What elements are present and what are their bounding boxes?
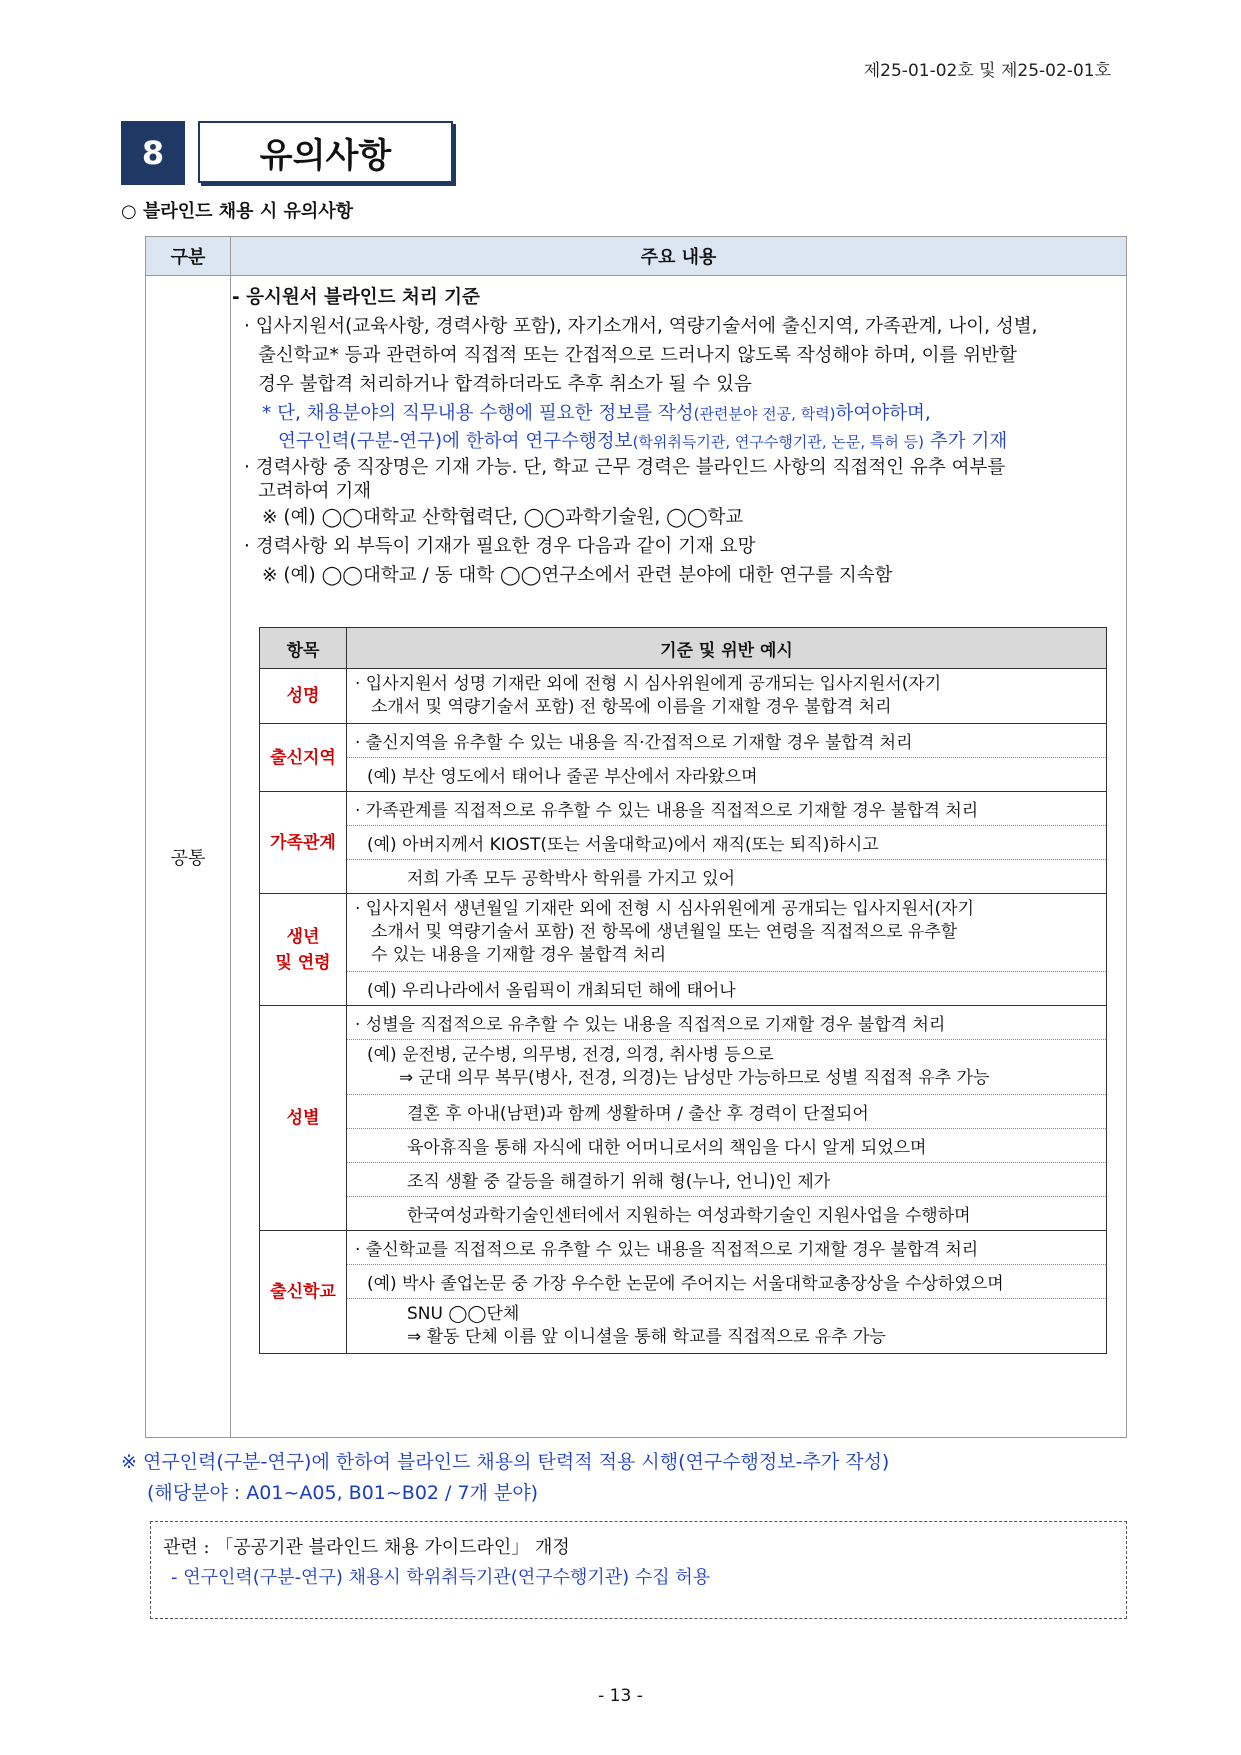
table-row: [260, 1163, 1107, 1197]
example-text: 한국여성과학기술인센터에서 지원하는 여성과학기술인 지원사업을 수행하며: [347, 1197, 1107, 1231]
table-row: [260, 724, 1107, 758]
example-text: 조직 생활 중 갈등을 해결하기 위해 형(누나, 언니)인 제가: [347, 1163, 1107, 1197]
exception-text: * 단, 채용분야의 직무내용 수행에 필요한 정보를 작성: [262, 403, 694, 424]
exception-line: [244, 399, 1116, 429]
rule-line: 출신학교* 등과 관련하여 직접적 또는 간접적으로 드러나지 않도록 작성해야 하며, 이를 위반할: [258, 345, 1017, 366]
item-school: 출신학교: [260, 1231, 347, 1354]
rule-line: 고려하여 기재: [258, 481, 372, 502]
subheading: ○ 블라인드 채용 시 유의사항: [121, 201, 354, 222]
criteria-text: · 입사지원서 생년월일 기재란 외에 전형 시 심사위원에게 공개되는 입사지원서(자기: [355, 899, 975, 919]
example-text: (예) 운전병, 군수병, 의무병, 전경, 의경, 취사병 등으로: [367, 1045, 774, 1065]
document-number: 제25-01-02호 및 제25-02-01호: [863, 61, 1111, 81]
example-text: 결혼 후 아내(남편)과 함께 생활하며 / 출산 후 경력이 단절되어: [347, 1095, 1107, 1129]
criteria-text: 소개서 및 역량기술서 포함) 전 항목에 생년월일 또는 연령을 직접적으로 유추할: [371, 922, 958, 942]
example-text: (예) 부산 영도에서 태어나 줄곧 부산에서 자라왔으며: [347, 758, 1107, 792]
table-row: [260, 758, 1107, 792]
criteria-heading: - 응시원서 블라인드 처리 기준: [232, 287, 480, 308]
exception-text: 하여야하며,: [835, 403, 931, 424]
blind-hiring-table: [145, 236, 1127, 1438]
table-row: [260, 1299, 1107, 1354]
guideline-line: - 연구인력(구분-연구) 채용시 학위취득기관(연구수행기관) 수집 허용: [171, 1567, 711, 1588]
example-text: ⇒ 활동 단체 이름 앞 이니셜을 통해 학교를 직접적으로 유추 가능: [407, 1327, 886, 1347]
section-title: 유의사항: [198, 121, 453, 183]
rule-line: · 경력사항 중 직장명은 기재 가능. 단, 학교 근무 경력은 블라인드 사항의 직접적인 유추 여부를: [244, 457, 1006, 478]
content-cell: [232, 283, 1116, 590]
example-text: SNU ◯◯단체: [407, 1304, 520, 1324]
table-row: [260, 894, 1107, 972]
research-note-line: ※ 연구인력(구분-연구)에 한하여 블라인드 채용의 탄력적 적용 시행(연구수행정보-추가 작성): [121, 1451, 890, 1473]
item-birth-line1: 생년: [286, 926, 320, 947]
item-gender: 성별: [260, 1006, 347, 1231]
exception-text: 추가 기재: [923, 431, 1008, 452]
example-line: ※ (예) ◯◯대학교 산학협력단, ◯◯과학기술원, ◯◯학교: [262, 507, 744, 528]
rule-line: · 입사지원서(교육사항, 경력사항 포함), 자기소개서, 역량기술서에 출신지역, 가족관계, 나이, 성별,: [244, 316, 1038, 337]
table-row: [260, 1095, 1107, 1129]
criteria-text: · 성별을 직접적으로 유추할 수 있는 내용을 직접적으로 기재할 경우 불합격 처리: [347, 1006, 1107, 1040]
example-text: 육아휴직을 통해 자식에 대한 어머니로서의 책임을 다시 알게 되었으며: [347, 1129, 1107, 1163]
section-number-badge: 8: [121, 121, 185, 185]
table-row: [260, 1197, 1107, 1231]
criteria-table: [259, 627, 1107, 1354]
table-row: [260, 792, 1107, 826]
table-row: [260, 1231, 1107, 1265]
header-category: 구분: [146, 237, 231, 276]
table-row: [260, 669, 1107, 724]
criteria-cell: [347, 669, 1107, 724]
research-note-line: (해당분야 : A01~A05, B01~B02 / 7개 분야): [147, 1482, 539, 1504]
header-item: 항목: [260, 628, 347, 669]
criteria-text: · 출신학교를 직접적으로 유추할 수 있는 내용을 직접적으로 기재할 경우 불합격 처리: [347, 1231, 1107, 1265]
item-region: 출신지역: [260, 724, 347, 792]
item-birth: [260, 894, 347, 1006]
example-text: ⇒ 군대 의무 복무(병사, 전경, 의경)는 남성만 가능하므로 성별 직접적 유추 가능: [399, 1068, 990, 1088]
item-birth-line2: 및 연령: [275, 952, 331, 973]
exception-line: [244, 429, 1116, 455]
item-family: 가족관계: [260, 792, 347, 894]
table-row: [260, 1265, 1107, 1299]
category-cell: 공통: [146, 276, 231, 1437]
criteria-text: · 출신지역을 유추할 수 있는 내용을 직·간접적으로 기재할 경우 불합격 처리: [347, 724, 1107, 758]
example-text: (예) 박사 졸업논문 중 가장 우수한 논문에 주어지는 서울대학교총장상을 수상하였으며: [347, 1265, 1107, 1299]
related-guideline-box: [150, 1521, 1127, 1619]
criteria-text: 수 있는 내용을 기재할 경우 불합격 처리: [371, 945, 667, 965]
example-cell: [347, 1299, 1107, 1354]
example-text: (예) 아버지께서 KIOST(또는 서울대학교)에서 재직(또는 퇴직)하시고: [347, 826, 1107, 860]
table-row: [260, 826, 1107, 860]
example-text: 저희 가족 모두 공학박사 학위를 가지고 있어: [347, 860, 1107, 894]
header-content: 주요 내용: [231, 237, 1126, 276]
item-name: 성명: [260, 669, 347, 724]
guideline-line: 관련 : 「공공기관 블라인드 채용 가이드라인」 개정: [163, 1537, 570, 1558]
exception-text: 연구인력(구분-연구)에 한하여 연구수행정보: [278, 431, 633, 452]
rule-line: 경우 불합격 처리하거나 합격하더라도 추후 취소가 될 수 있음: [258, 374, 752, 395]
criteria-text: · 입사지원서 성명 기재란 외에 전형 시 심사위원에게 공개되는 입사지원서(자기: [355, 674, 942, 694]
rule-line: · 경력사항 외 부득이 기재가 필요한 경우 다음과 같이 기재 요망: [244, 536, 756, 557]
example-text: (예) 우리나라에서 올림픽이 개최되던 해에 태어나: [347, 972, 1107, 1006]
example-cell: [347, 1040, 1107, 1095]
header-criteria: 기준 및 위반 예시: [347, 628, 1107, 669]
table-row: [260, 972, 1107, 1006]
table-row: [260, 1129, 1107, 1163]
table-row: [260, 1006, 1107, 1040]
exception-detail: (관련분야 전공, 학력): [693, 405, 836, 423]
criteria-cell: [347, 894, 1107, 972]
research-note: [121, 1447, 889, 1509]
example-line: ※ (예) ◯◯대학교 / 동 대학 ◯◯연구소에서 관련 분야에 대한 연구를 지속함: [262, 565, 893, 586]
criteria-text: · 가족관계를 직접적으로 유추할 수 있는 내용을 직접적으로 기재할 경우 불합격 처리: [347, 792, 1107, 826]
exception-detail: (학위취득기관, 연구수행기관, 논문, 특허 등): [632, 433, 924, 451]
page-number: - 13 -: [598, 1686, 643, 1706]
table-row: [260, 860, 1107, 894]
table-row: [260, 1040, 1107, 1095]
criteria-text: 소개서 및 역량기술서 포함) 전 항목에 이름을 기재할 경우 불합격 처리: [371, 697, 892, 717]
